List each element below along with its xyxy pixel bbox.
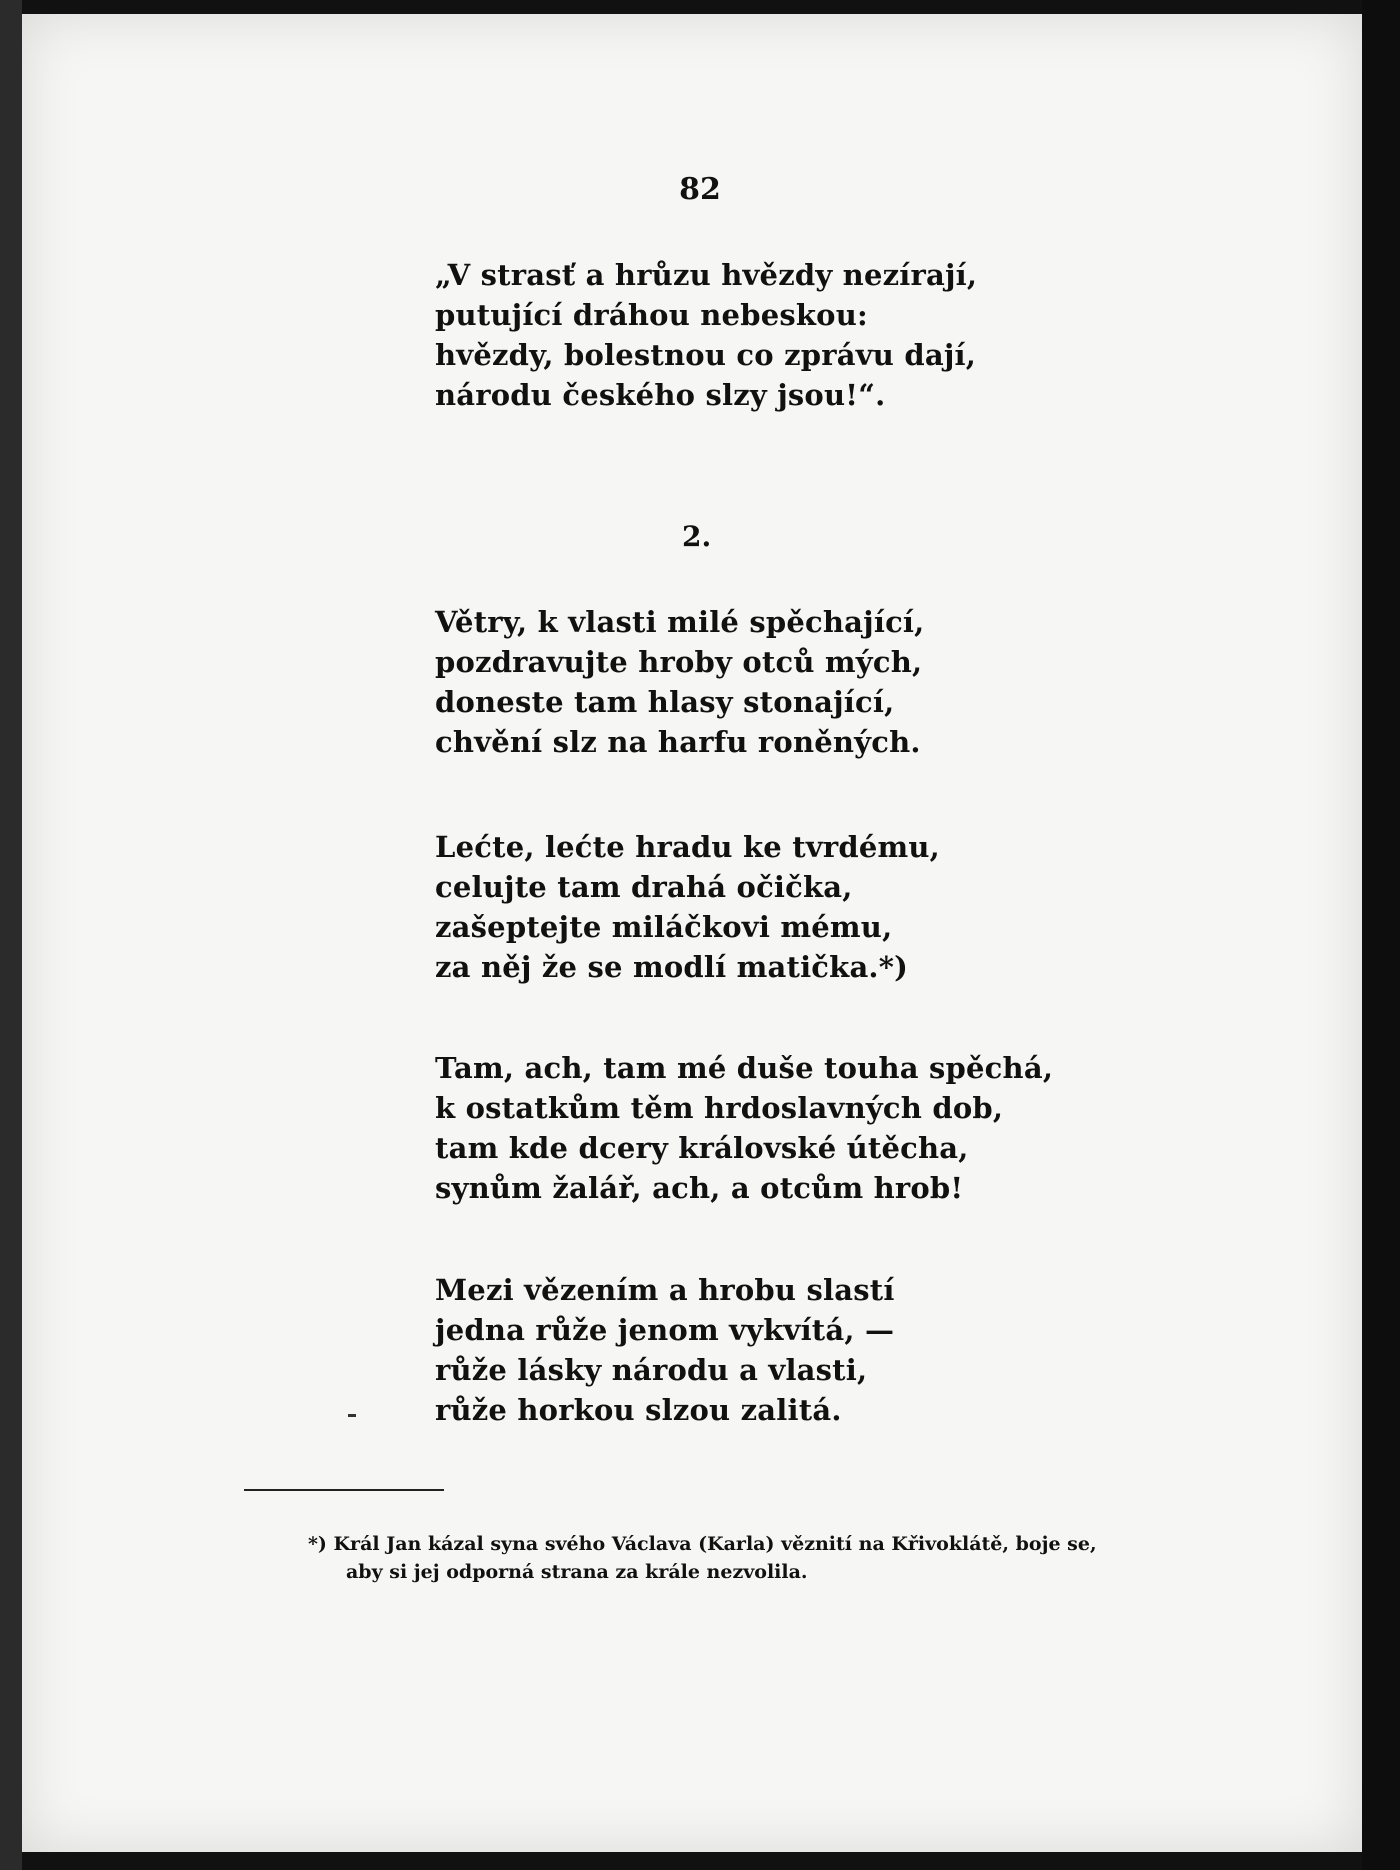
poem-line: chvění slz na harfu roněných.	[435, 725, 921, 759]
poem-line: tam kde dcery královské útěcha,	[435, 1131, 969, 1165]
poem-stanza-3	[435, 1048, 1075, 1208]
poem-line: za něj že se modlí matička.*)	[435, 950, 909, 984]
poem-line: putující dráhou nebeskou:	[435, 298, 868, 332]
section-number: 2.	[682, 520, 712, 553]
footnote-line: *) Král Jan kázal syna svého Václava (Karla) věznití na Křivoklátě, boje se,	[308, 1533, 1097, 1555]
poem-stanza-2	[435, 827, 1075, 987]
poem-line: „V strasť a hrůzu hvězdy nezírají,	[435, 258, 978, 292]
poem-line: celujte tam drahá očička,	[435, 870, 853, 904]
poem-line: k ostatkům těm hrdoslavných dob,	[435, 1091, 1004, 1125]
page-right-edge	[1362, 0, 1400, 1870]
page-left-edge	[0, 0, 22, 1870]
poem-line: Mezi vězením a hrobu slastí	[435, 1273, 895, 1307]
poem-line: hvězdy, bolestnou co zprávu dají,	[435, 338, 977, 372]
poem-line: zašeptejte miláčkovi mému,	[435, 910, 893, 944]
poem-stanza-1	[435, 602, 1075, 762]
stray-mark	[348, 1414, 356, 1417]
poem-line: Lećte, lećte hradu ke tvrdému,	[435, 830, 940, 864]
footnote-line: aby si jej odporná strana za krále nezvolila.	[346, 1561, 808, 1583]
poem-line: růže horkou slzou zalitá.	[435, 1393, 842, 1427]
poem-line: pozdravujte hroby otců mých,	[435, 645, 923, 679]
poem-line: synům žalář, ach, a otcům hrob!	[435, 1171, 964, 1205]
poem-line: doneste tam hlasy stonající,	[435, 685, 895, 719]
page-number: 82	[679, 172, 721, 207]
poem-line: růže lásky národu a vlasti,	[435, 1353, 868, 1387]
poem-stanza-intro	[435, 255, 1075, 415]
poem-line: Tam, ach, tam mé duše touha spěchá,	[435, 1051, 1054, 1085]
footnote-rule	[244, 1489, 444, 1491]
poem-line: jedna růže jenom vykvítá, —	[435, 1313, 895, 1347]
poem-line: Větry, k vlasti milé spěchající,	[435, 605, 925, 639]
poem-stanza-4	[435, 1270, 1075, 1430]
footnote	[308, 1530, 1238, 1586]
poem-line: národu českého slzy jsou!“.	[435, 378, 886, 412]
